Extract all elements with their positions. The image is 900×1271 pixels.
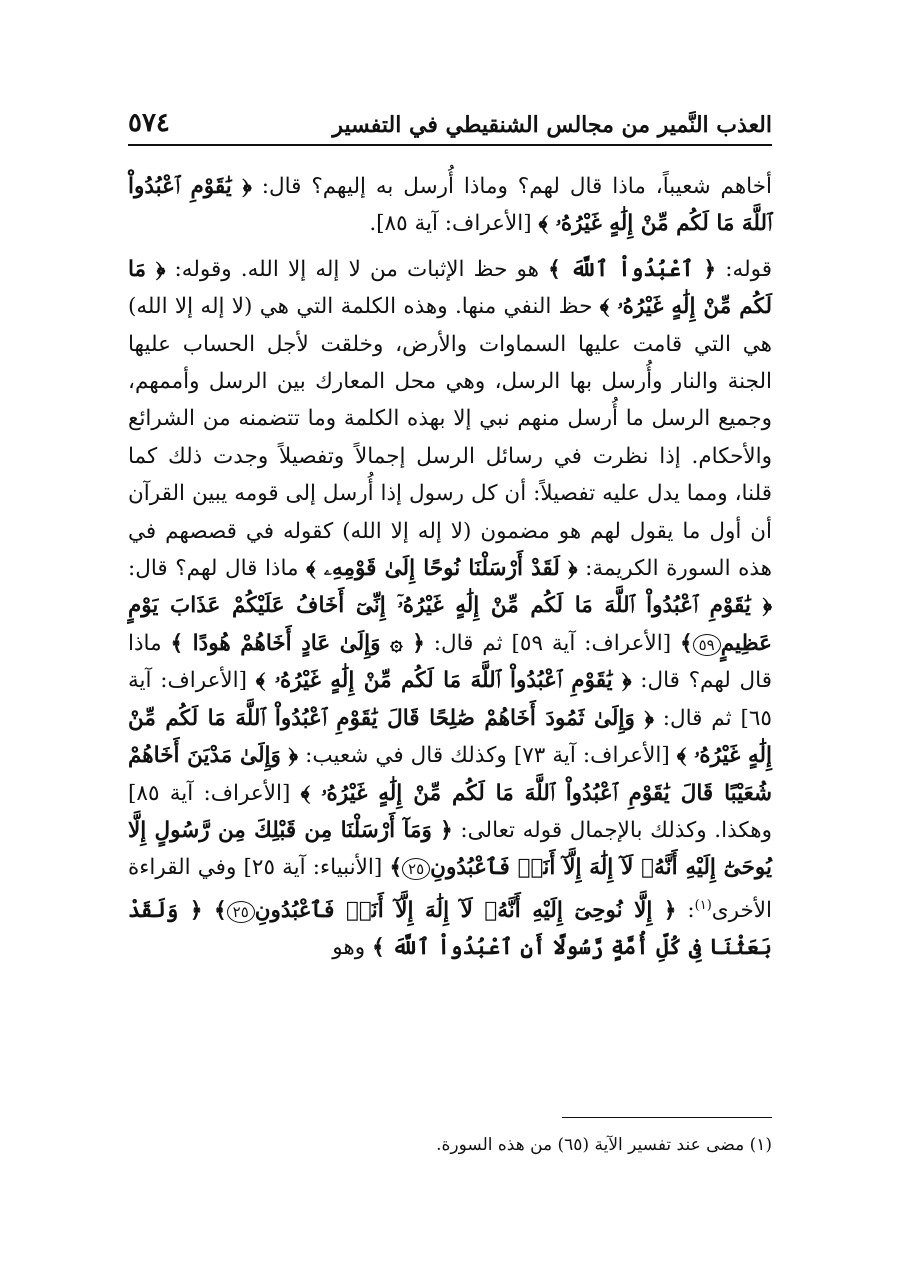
quran-verse: ﴾ ﴿ وَلَقَدْ بَعَثْنَا فِى كُلِّ أُمَّةٍ رَّسُولًا أَنِ ٱعْبُدُواْ ٱللَّهَ ﴾ bbox=[128, 897, 772, 961]
body-text bbox=[128, 168, 772, 967]
quran-verse: ﴿ ۞ وَإِلَىٰ عَادٍ أَخَاهُمْ هُودًا ﴾ bbox=[170, 630, 425, 656]
body-text-span: [الأعراف: آية ٨٥]. bbox=[369, 211, 539, 237]
body-text-span: أخاهم شعيباً، ماذا قال لهم؟ وماذا أُرسل به إليهم؟ قال: bbox=[251, 174, 772, 199]
footnote: (١) مضى عند تفسير الآية (٦٥) من هذه السورة. bbox=[436, 1135, 772, 1155]
footnote-reference: (١) bbox=[694, 897, 712, 913]
quran-verse: ﴿ يَٰقَوْمِ ٱعْبُدُواْ ٱللَّهَ مَا لَكُم مِّنْ إِلَٰهٍ غَيْرُهُۥ ﴾ bbox=[255, 668, 632, 694]
quran-verse: ﴿ يَٰقَوْمِ ٱعْبُدُواْ ٱللَّهَ مَا لَكُم مِّنْ إِلَٰهٍ غَيْرُهُۥ ﴾ bbox=[128, 174, 772, 237]
page-number: ٥٧٤ bbox=[128, 108, 170, 138]
quran-verse: ﴿ يَٰقَوْمِ ٱعْبُدُواْ ٱللَّهَ مَا لَكُم مِّنْ إِلَٰهٍ غَيْرُهُۥٓ إِنِّىٓ أَخَافُ عَلَيْكُمْ عَذَابَ يَوْمٍ عَظِيمٍ bbox=[128, 593, 772, 656]
body-text-span: حظ النفي منها. وهذه الكلمة التي هي (لا إله إلا الله) هي التي قامت عليها السماوات والأرض، وخلقت لأجل الحساب عليها الجنة والنار وأُرسل بها الرسل، وهي محل المعارك بين الرسل وأممهم، وجميع الرسل ما أُرسل منهم نبي إلا بهذه الكلمة وما تتضمنه من الشرائع والأحكام. إذا نظرت في رسائل الرسل إجمالاً وتفصيلاً وجدت ذلك كما قلنا، ومما يدل عليه تفصيلاً: أن كل رسول إذا أُرسل إلى قومه يبين القرآن أن أول ما يقول لهم هو مضمون (لا إله إلا الله) كقوله في قصصهم في هذه السورة الكريمة: bbox=[128, 294, 772, 582]
body-text-span: : bbox=[676, 897, 695, 923]
body-text-span: [الأعراف: آية ٥٩] ثم قال: bbox=[424, 630, 680, 656]
footnote-divider bbox=[562, 1117, 772, 1118]
body-text-span: [الأعراف: آية ٧٣] وكذلك قال في شعيب: bbox=[298, 743, 677, 769]
quran-verse: ﴿ لَقَدْ أَرْسَلْنَا نُوحًا إِلَىٰ قَوْمِهِۦ ﴾ bbox=[306, 556, 578, 582]
body-text-span: ماذا قال لهم؟ قال: bbox=[128, 556, 307, 582]
running-title: العذب النَّمير من مجالس الشنقيطي في التفسير bbox=[332, 112, 772, 138]
body-text-span: [الأعراف: آية ٦٥] ثم قال: bbox=[128, 668, 772, 731]
body-text-span: وهو bbox=[332, 935, 372, 961]
page-header bbox=[128, 96, 772, 146]
ayah-number-marker: ٢٥ bbox=[227, 901, 255, 923]
quran-verse: ﴾ bbox=[680, 630, 693, 656]
ayah-number-marker: ٢٥ bbox=[402, 858, 430, 880]
body-text-span: قوله: bbox=[716, 256, 773, 282]
quran-verse: ﴿ وَمَآ أَرْسَلْنَا مِن قَبْلِكَ مِن رَّسُولٍ إِلَّا يُوحَىٰٓ إِلَيْهِ أَنَّهُۥ لَآ إِلَٰهَ إِلَّآ أَنَا۠ فَٱعْبُدُونِ bbox=[128, 817, 772, 881]
quran-verse: ﴿ إِلَّا نُوحِىٓ إِلَيْهِ أَنَّهُۥ لَآ إِلَٰهَ إِلَّآ أَنَا۠ فَٱعْبُدُونِ bbox=[254, 897, 677, 923]
body-text-span: [الأعراف: آية ٨٥] وهكذا. وكذلك بالإجمال قوله تعالى: bbox=[128, 780, 772, 843]
body-text-span: [الأنبياء: آية ٢٥] وفي القراءة الأخرى bbox=[128, 855, 772, 923]
quran-verse: ﴿ مَا لَكُم مِّنْ إِلَٰهٍ غَيْرُهُۥ ﴾ bbox=[128, 256, 772, 320]
quran-verse: ﴾ bbox=[389, 855, 403, 881]
quran-verse: ﴿ وَإِلَىٰ ثَمُودَ أَخَاهُمْ صَٰلِحًا قَالَ يَٰقَوْمِ ٱعْبُدُواْ ٱللَّهَ مَا لَكُم مِّنْ إِلَٰهٍ غَيْرُهُۥ ﴾ bbox=[128, 705, 773, 769]
ayah-number-marker: ٥٩ bbox=[693, 634, 721, 656]
paragraph bbox=[128, 168, 772, 243]
paragraph bbox=[128, 251, 772, 967]
body-text-span: هو حظ الإثبات من لا إله إلا الله. وقوله: bbox=[165, 256, 549, 282]
body-text-span: ماذا قال لهم؟ قال: bbox=[128, 630, 772, 694]
quran-verse: ﴿ ٱعْبُدُواْ ٱللَّهَ ﴾ bbox=[548, 256, 717, 282]
quran-verse: ﴿ وَإِلَىٰ مَدْيَنَ أَخَاهُمْ شُعَيْبًا قَالَ يَٰقَوْمِ ٱعْبُدُواْ ٱللَّهَ مَا لَكُم مِّنْ إِلَٰهٍ غَيْرُهُۥ ﴾ bbox=[128, 743, 772, 806]
